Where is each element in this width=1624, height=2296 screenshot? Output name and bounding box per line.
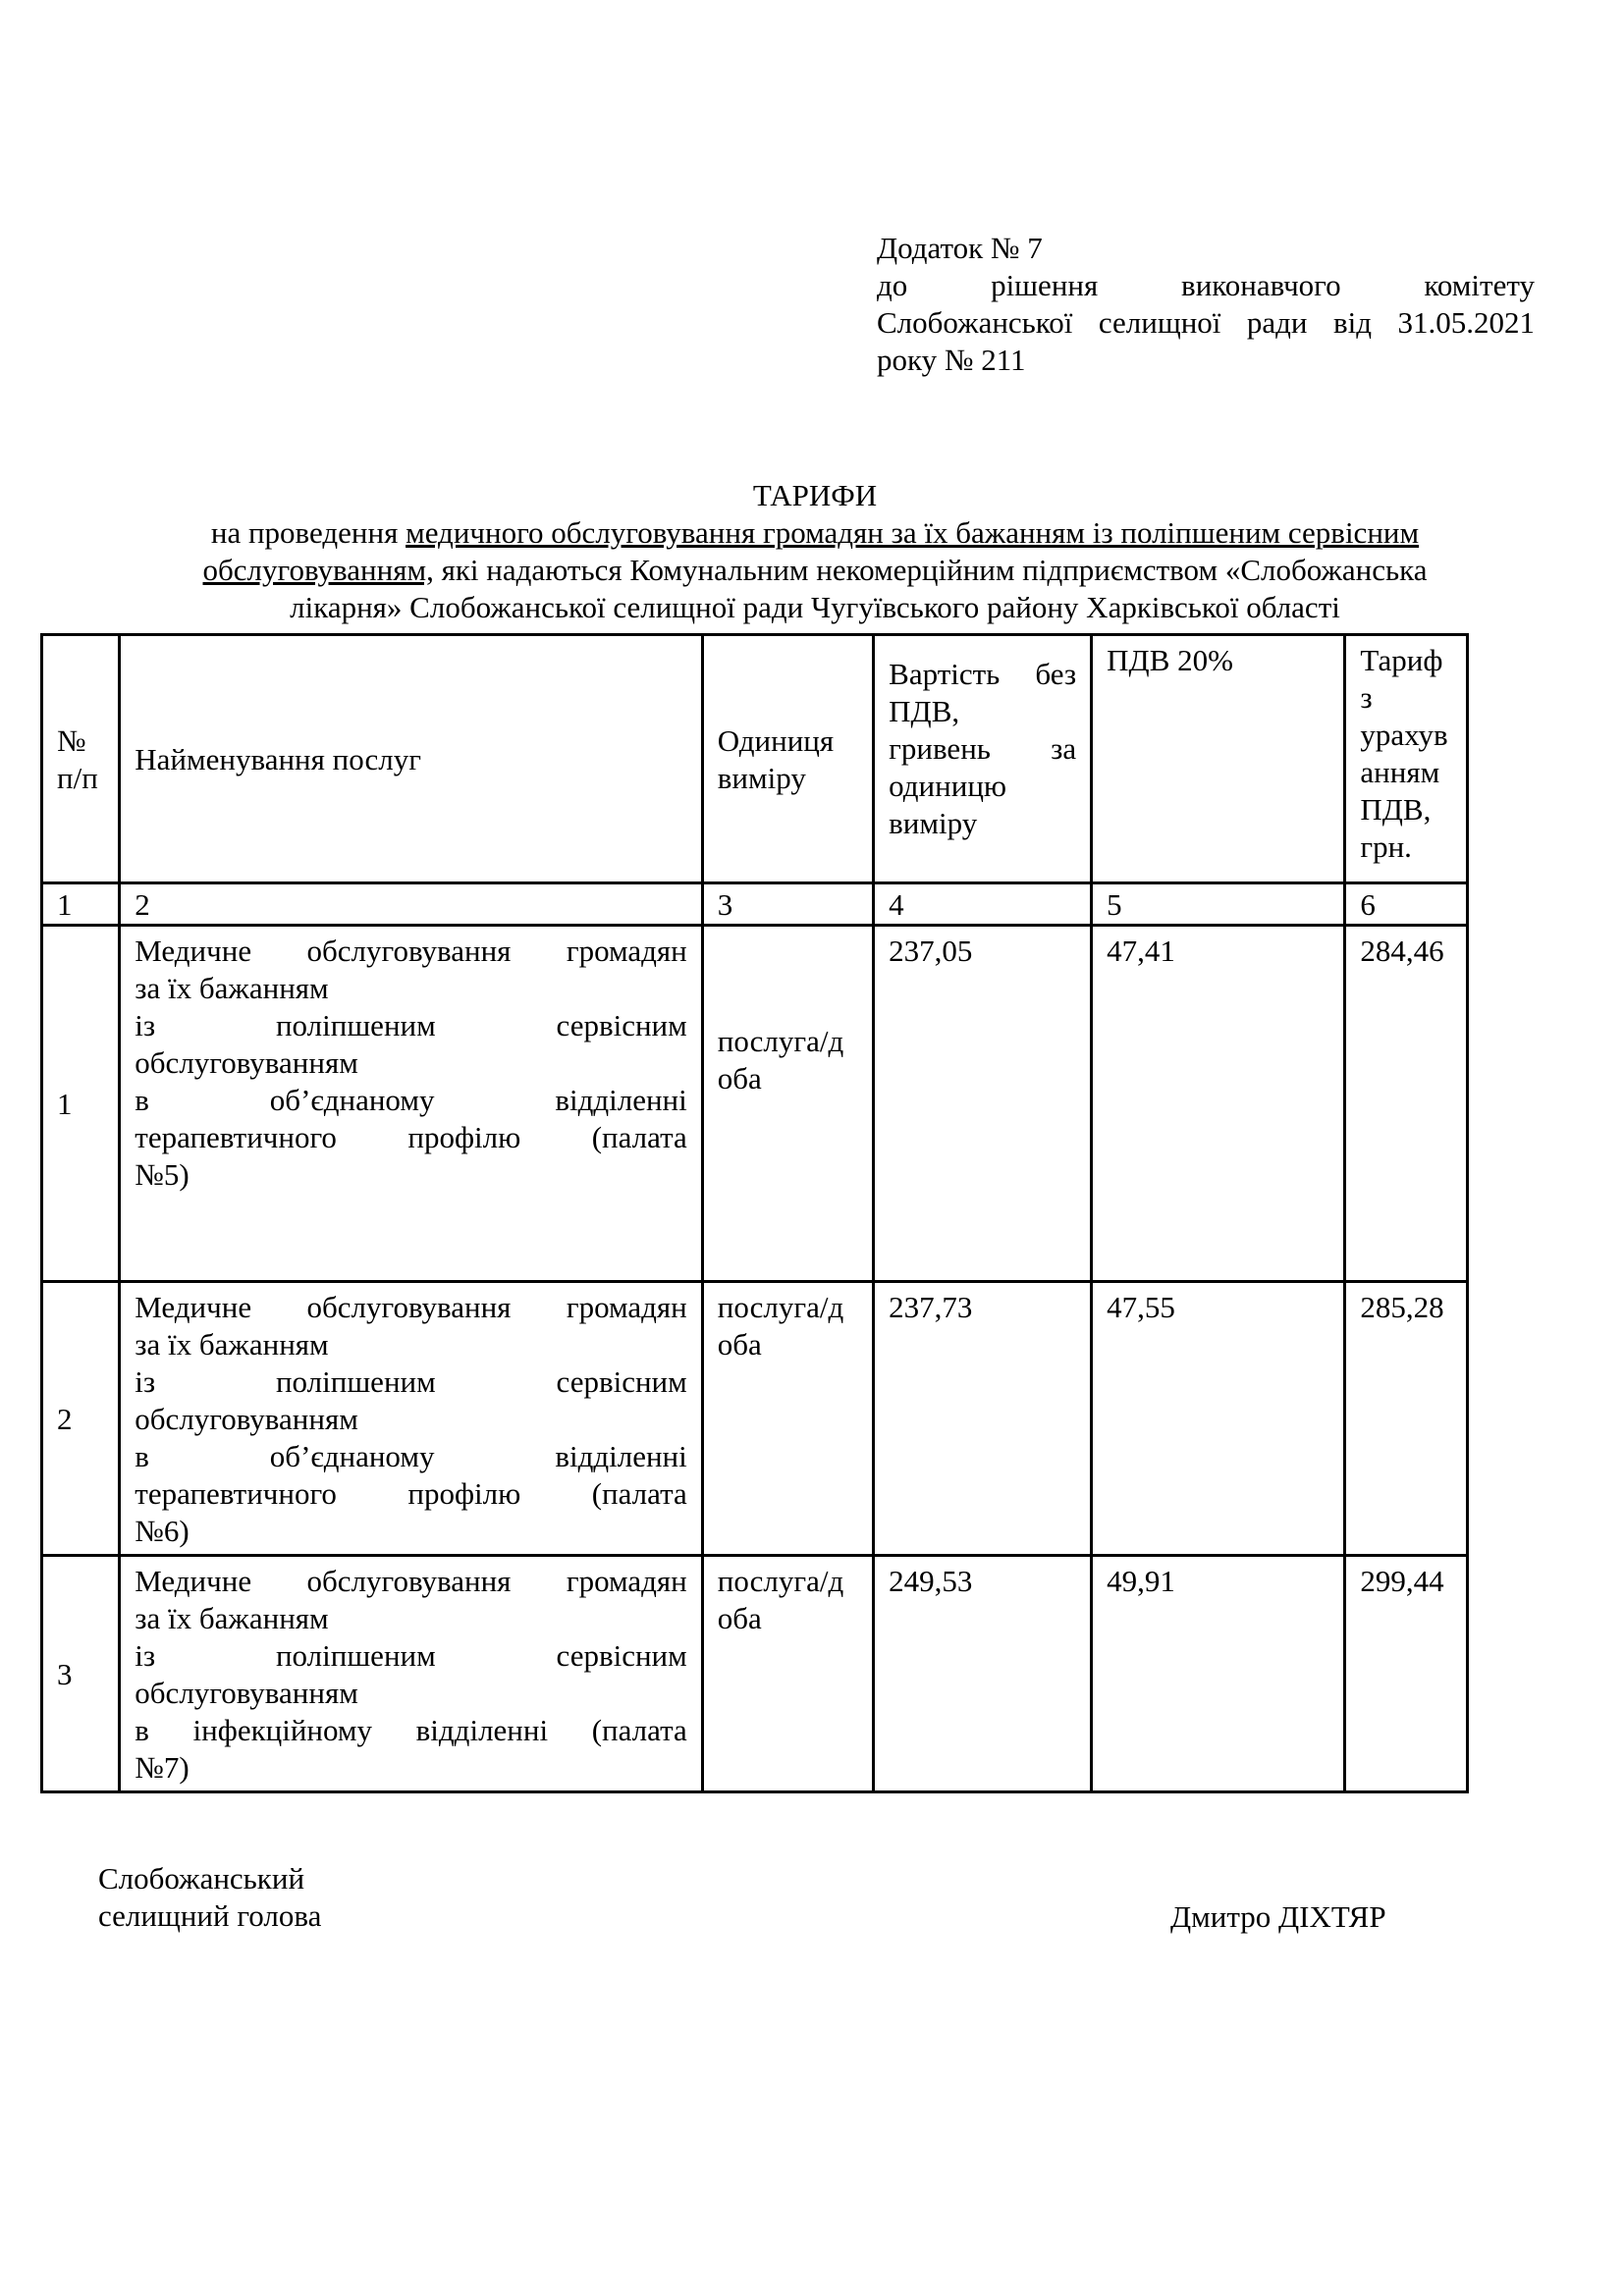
header-name: Найменування послуг xyxy=(120,635,702,883)
row-vat: 49,91 xyxy=(1092,1556,1345,1792)
header-total-line: грн. xyxy=(1360,829,1412,864)
row-total: 299,44 xyxy=(1345,1556,1468,1792)
column-numbers-row xyxy=(42,883,1468,926)
row-unit: послуга/доба xyxy=(702,926,873,1282)
row-unit: послуга/доба xyxy=(702,1282,873,1556)
annex-year-number-line: року № 211 xyxy=(877,343,1026,377)
row-cost: 237,73 xyxy=(874,1282,1092,1556)
table-row xyxy=(42,926,1468,1282)
column-number: 2 xyxy=(120,883,702,926)
table-row xyxy=(42,1556,1468,1792)
service-name-line: обслуговуванням xyxy=(135,1676,358,1710)
signatory-position-line-2: селищний голова xyxy=(98,1898,322,1933)
row-unit: послуга/доба xyxy=(702,1556,873,1792)
annex-council-date-line: Слобожанської селищної ради від 31.05.2021 xyxy=(877,305,1535,340)
column-number: 3 xyxy=(702,883,873,926)
title-line-3: лікарня» Слобожанської селищної ради Чугуївського району Харківської області xyxy=(290,590,1340,624)
service-name-line: Медичне обслуговування громадян xyxy=(135,1290,687,1324)
header-total-line: ПДВ, xyxy=(1360,792,1432,827)
service-name-line: за їх бажанням xyxy=(135,1601,329,1635)
document-title-block xyxy=(98,477,1532,626)
header-cost-line: одиницю xyxy=(889,769,1007,803)
row-vat: 47,55 xyxy=(1092,1282,1345,1556)
row-num: 1 xyxy=(42,926,120,1282)
row-total: 284,46 xyxy=(1345,926,1468,1282)
annex-decision-line: до рішення виконавчого комітету xyxy=(877,268,1535,302)
service-name-line: №6) xyxy=(135,1514,189,1548)
title-line-2-rest: які надаються Комунальним некомерційним підприємством «Слобожанська xyxy=(433,553,1428,587)
title-line-2-underlined: обслуговуванням, xyxy=(202,553,434,587)
header-total-line: урахув xyxy=(1360,718,1448,752)
title-line-1 xyxy=(98,514,1532,552)
header-cost-line: Вартість без xyxy=(889,657,1077,691)
tariffs-table xyxy=(40,633,1469,1793)
service-name-line: за їх бажанням xyxy=(135,971,329,1005)
service-name-line: із поліпшеним сервісним xyxy=(135,1008,687,1042)
title-line-1-prefix: на проведення xyxy=(210,515,406,550)
service-name-line: Медичне обслуговування громадян xyxy=(135,934,687,968)
row-service-name xyxy=(120,1282,702,1556)
annex-number: Додаток № 7 xyxy=(877,231,1043,265)
header-total-line: Тариф xyxy=(1360,643,1443,677)
service-name-line: в об’єднаному відділенні xyxy=(135,1439,687,1473)
service-name-line: в об’єднаному відділенні xyxy=(135,1083,687,1117)
header-cost xyxy=(874,635,1092,883)
service-name-line: терапевтичного профілю (палата xyxy=(135,1120,687,1154)
service-name-line: із поліпшеним сервісним xyxy=(135,1638,687,1673)
row-total: 285,28 xyxy=(1345,1282,1468,1556)
row-num: 2 xyxy=(42,1282,120,1556)
service-name-line: обслуговуванням xyxy=(135,1402,358,1436)
signatory-position xyxy=(98,1860,491,1935)
column-number: 6 xyxy=(1345,883,1468,926)
signatory-position-line-1: Слобожанський xyxy=(98,1861,305,1896)
header-total-line: з xyxy=(1360,680,1373,715)
service-name-line: №7) xyxy=(135,1750,189,1785)
column-number: 4 xyxy=(874,883,1092,926)
service-name-line: в інфекційному відділенні (палата xyxy=(135,1713,687,1747)
header-num: № п/п xyxy=(42,635,120,883)
column-number: 1 xyxy=(42,883,120,926)
header-cost-line: виміру xyxy=(889,806,978,840)
document-heading: ТАРИФИ xyxy=(752,478,878,512)
header-vat: ПДВ 20% xyxy=(1092,635,1345,883)
table-row xyxy=(42,1282,1468,1556)
service-name-line: терапевтичного профілю (палата xyxy=(135,1476,687,1511)
service-name-line: №5) xyxy=(135,1157,189,1192)
service-name-line: за їх бажанням xyxy=(135,1327,329,1362)
row-cost: 237,05 xyxy=(874,926,1092,1282)
row-num: 3 xyxy=(42,1556,120,1792)
title-line-1-underlined: медичного обслуговування громадян за їх бажанням із поліпшеним сервісним xyxy=(406,515,1420,550)
header-total-line: анням xyxy=(1360,755,1440,789)
row-vat: 47,41 xyxy=(1092,926,1345,1282)
header-unit: Одиниця виміру xyxy=(702,635,873,883)
service-name-line: Медичне обслуговування громадян xyxy=(135,1564,687,1598)
service-name-line: обслуговуванням xyxy=(135,1045,358,1080)
service-name-line: із поліпшеним сервісним xyxy=(135,1364,687,1399)
table-header-row xyxy=(42,635,1468,883)
title-line-2 xyxy=(98,552,1532,589)
row-service-name xyxy=(120,926,702,1282)
annex-block xyxy=(877,230,1535,379)
header-cost-line: гривень за xyxy=(889,731,1077,766)
row-cost: 249,53 xyxy=(874,1556,1092,1792)
column-number: 5 xyxy=(1092,883,1345,926)
signatory-name: Дмитро ДІХТЯР xyxy=(1170,1899,1386,1934)
row-service-name xyxy=(120,1556,702,1792)
header-cost-line: ПДВ, xyxy=(889,694,960,728)
header-total xyxy=(1345,635,1468,883)
